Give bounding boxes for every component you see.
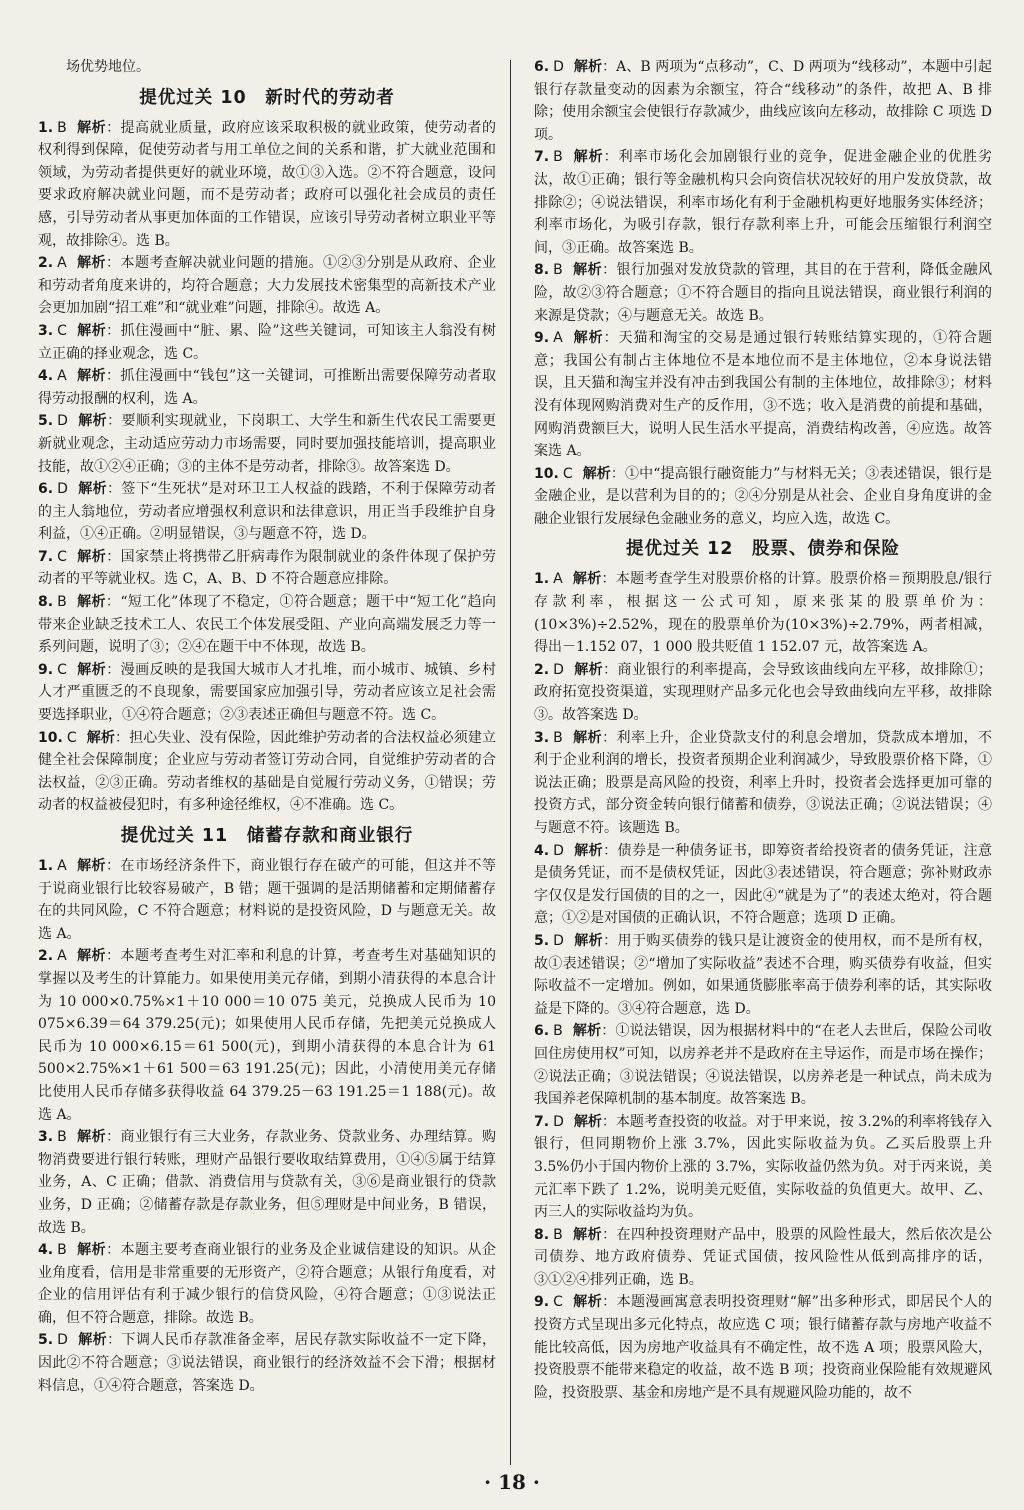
section-heading: 提优过关 10 新时代的劳动者 (139, 87, 395, 108)
answer-choice: B (553, 1226, 563, 1243)
answer-choice: B (57, 1129, 67, 1146)
explanation-text: ：①中“提高银行融资能力”与材料无关；③表述错误，银行是金融企业，是以营利为目的的；②④分别是从社会、企业自身角度讲的金融企业银行发展绿色金融业务的意义，均应入选，故选 C。 (534, 465, 992, 527)
explanation-label: 解析 (77, 1332, 108, 1349)
answer-item (38, 1239, 496, 1329)
question-number: 9. (534, 1294, 550, 1311)
answer-choice: C (553, 1294, 563, 1311)
question-number: 5. (534, 932, 550, 949)
question-number: 9. (534, 330, 550, 347)
answer-choice: B (553, 262, 563, 279)
question-number: 10. (38, 729, 63, 746)
question-number: 9. (38, 661, 54, 678)
answer-choice: A (57, 368, 67, 385)
explanation-label: 解析 (76, 858, 107, 874)
explanation-label: 解析 (572, 262, 603, 279)
answer-choice: B (553, 149, 563, 166)
explanation-text: ：商业银行的利率提高，会导致该曲线向左平移，故排除①；政府拓宽投资渠道，实现理财产品多元化也会导致曲线向左平移，故排除③。故答案选 D。 (534, 661, 993, 724)
explanation-label: 解析 (76, 548, 107, 565)
answer-choice: B (57, 119, 67, 136)
answer-choice: A (553, 330, 563, 347)
explanation-label: 解析 (77, 413, 108, 430)
answer-choice: D (553, 932, 564, 949)
question-number: 3. (38, 1129, 54, 1146)
answer-choice: D (553, 1113, 564, 1130)
explanation-label: 解析 (572, 571, 602, 588)
section-heading: 提优过关 11 储蓄存款和商业银行 (120, 826, 414, 846)
answer-item (534, 1020, 992, 1110)
question-number: 1. (534, 571, 550, 588)
answer-choice: D (57, 1332, 68, 1349)
explanation-text: ：提高就业质量，政府应该采取积极的就业政策，使劳动者的权利得到保障，促使劳动者与用工单位之间的关系和谐，扩大就业范围和领域，为劳动者提供更好的就业环境，故①③入选。②不符合题意，设问要求政府解决就业问题，而不是劳动者；政府可以强化社会成员的责任感，引导劳动者从事更加体面的工作错误，应该引导劳动者树立职业平等观，故排除④。选 B。 (38, 119, 497, 249)
question-number: 10. (534, 465, 559, 482)
answer-item (38, 365, 496, 410)
explanation-label: 解析 (573, 932, 604, 949)
section-heading: 提优过关 12 股票、债券和保险 (626, 539, 900, 560)
explanation-text: ：本题考查解决就业问题的措施。①②③分别是从政府、企业和劳动者角度来讲的，均符合题意；大力发展技术密集型的高新技术产业会更加加剧“招工难”和“就业难”问题，排除④。故选 A。 (38, 255, 497, 317)
answer-choice: C (57, 661, 67, 678)
explanation-label: 解析 (77, 481, 108, 498)
explanation-label: 解析 (572, 1226, 603, 1243)
answer-choice: A (553, 571, 563, 588)
explanation-label: 解析 (572, 729, 603, 746)
question-number: 4. (38, 368, 54, 385)
explanation-label: 解析 (76, 661, 107, 678)
question-number: 1. (38, 858, 54, 874)
explanation-text: ：天猫和淘宝的交易是通过银行转账结算实现的，①符合题意；我国公有制占主体地位不是本地位而不是主体地位，②本身说法错误，且天猫和淘宝并没有冲击到我国公有制的主体地位，故排除③；材料没有体现网购消费对生产的反作用，③不选；收入是消费的前提和基础，网购消费额巨大，说明人民生活水平提高，消费结构改善，④应选。故答案选 A。 (534, 330, 993, 460)
explanation-label: 解析 (582, 465, 611, 482)
answer-item (38, 410, 496, 478)
explanation-text: ：本题考查投资的收益。对于甲来说，按 3.2%的利率将钱存入银行，但同期物价上涨 3.7%，因此实际收益为负。乙买后股票上升 3.5%仍小于国内物价上涨的 3.7%，实际收益仍然为负。对于丙来说，美元汇率下跌了 1.2%，说明美元贬值，实际收益的负值更大。故甲、乙、丙三人的实际收益均为负。 (534, 1113, 992, 1221)
explanation-label: 解析 (573, 842, 604, 859)
explanation-label: 解析 (573, 1113, 602, 1130)
answer-item (38, 855, 496, 945)
explanation-label: 解析 (572, 1023, 602, 1040)
explanation-text: ：利率市场化会加剧银行业的竞争，促进金融企业的优胜劣汰，故①正确；银行等金融机构只会向资信状况较好的用户发放贷款，故排除②；④说法错误，利率市场化有利于金融机构更好地服务实体经济；利率市场化，为吸引存款，银行存款利率上升，可能会压缩银行利润空间，③正确。故答案选 B。 (534, 149, 993, 256)
answer-choice: C (57, 322, 67, 339)
explanation-label: 解析 (76, 594, 106, 611)
answer-choice: D (57, 413, 68, 430)
answer-item (534, 930, 992, 1020)
explanation-label: 解析 (572, 330, 604, 347)
answer-choice: C (57, 548, 67, 565)
answer-item (38, 252, 496, 320)
explanation-label: 解析 (76, 368, 106, 385)
question-number: 6. (38, 481, 54, 498)
answer-item (38, 478, 496, 546)
answer-choice: B (553, 1023, 563, 1040)
explanation-label: 解析 (572, 1294, 603, 1311)
answer-item (38, 117, 496, 253)
answer-item (534, 146, 992, 259)
answer-item (534, 1291, 992, 1404)
answer-item (534, 259, 992, 327)
answer-item (38, 546, 496, 591)
question-number: 8. (534, 262, 550, 279)
answer-choice: D (57, 481, 68, 498)
answer-choice: D (553, 59, 564, 75)
explanation-text: ：本题主要考查商业银行的业务及企业诚信建设的知识。从企业角度看，信用是非常重要的无形资产，②符合题意；从银行角度看，对企业的信用评估有利于减少银行的信贷风险，④符合题意；①③说法正确，但不符合题意，排除。故选 B。 (38, 1242, 497, 1326)
explanation-text: ：本题考查考生对汇率和利息的计算，考查考生对基础知识的掌握以及考生的计算能力。如果使用美元存储，到期小清获得的本息合计为 10 000×0.75%×1＋10 000＝10 075 美元，兑换成人民币为 10 075×6.39＝64 379.25(元)；如果使用人民币存储，先把美元兑换成人民币为 10 000×6.15＝61 500(元)，到期小清获得的本息合计为 61 500×2.75%×1＋61 500＝63 191.25(元)；因此，小清使用美元存储比使用人民币存储多获得收益 64 379.25－63 191.25＝1 188(元)。故选 A。 (38, 948, 497, 1123)
explanation-text: ：用于购买债券的钱只是让渡资金的使用权，而不是所有权，故①表述错误；②“增加了实际收益”表述不合理，购买债券有收益，但实际收益不一定增加。例如，如果通货膨胀率高于债券利率的话，其实际收益是下降的。③④符合题意，选 D。 (534, 932, 993, 1017)
question-number: 3. (38, 322, 54, 339)
question-number: 8. (38, 594, 54, 611)
column-divider (510, 60, 511, 1465)
answer-choice: B (57, 594, 67, 611)
question-number: 2. (38, 948, 54, 965)
question-number: 6. (534, 1023, 550, 1040)
explanation-label: 解析 (76, 255, 107, 272)
question-number: 4. (38, 1242, 54, 1259)
answer-item (38, 945, 496, 1126)
answer-item (534, 659, 992, 727)
explanation-text: ：债券是一种债务证书，即筹资者给投资者的债务凭证，注意是债务凭证，而不是债权凭证，因此③表述错误，符合题意；弥补财政赤字仅仅是发行国债的目的之一，因此④“就是为了”的表述太绝对，符合题意；①②是对国债的正确认识，不符合题意；选项 D 正确。 (534, 842, 993, 927)
answer-item (534, 1224, 992, 1292)
answer-choice: D (553, 661, 564, 678)
explanation-text: ：银行加强对发放贷款的管理，其目的在于营利，降低金融风险，故②③符合题意；①不符合题目的指向且说法错误，商业银行利润的来源是贷款；④与题意无关。故选 B。 (534, 262, 993, 324)
answer-item (534, 840, 992, 930)
explanation-text: ：商业银行有三大业务，存款业务、贷款业务、办理结算。购物消费要进行银行转账，理财产品银行要收取结算费用，①④⑤属于结算业务，A、C 正确；借款、消费信用与贷款有关，③⑥是商业银行的贷款业务，D 正确；②储蓄存款是存款业务，但⑤理财是中间业务，B 错误，故选 B。 (38, 1129, 497, 1236)
answer-item (534, 327, 992, 463)
explanation-text: ：“短工化”体现了不稳定，①符合题意；题干中“短工化”趋向带来企业缺乏技术工人、农民工个体发展受阻、产业向高端发展乏力等一系列问题，说明了③；②④在题干中不体现，故选 B。 (38, 594, 496, 656)
question-number: 7. (38, 548, 54, 565)
answer-choice: B (553, 729, 563, 746)
question-number: 6. (534, 59, 550, 75)
answer-item (534, 463, 992, 531)
answer-item (534, 727, 992, 840)
explanation-text: ：漫画反映的是我国大城市人才扎堆，而小城市、城镇、乡村人才严重匮乏的不良现象，需要国家应加强引导，劳动者应该立足社会需要选择职业，①④符合题意；②③表述正确但与题意不符。选 C。 (38, 661, 497, 724)
explanation-text: ：利率上升，企业贷款支付的利息会增加，贷款成本增加，不利于企业利润的增长，投资者预期企业利润减少，导致股票价格下降，①说法正确；股票是高风险的投资，利率上升时，投资者会选择更加可靠的投资方式，部分资金转向银行储蓄和债券，③说法正确；②说法错误；④与题意不符。该题选 B。 (534, 729, 993, 836)
answer-item (38, 1329, 496, 1397)
explanation-label: 解析 (573, 59, 603, 75)
answer-item (534, 1111, 992, 1224)
page-number: · 18 · (484, 1470, 540, 1494)
question-number: 2. (534, 661, 550, 678)
answer-item (38, 1126, 496, 1239)
continuation-text: 场优势地位。 (66, 59, 150, 75)
explanation-text: ：在四种投资理财产品中，股票的风险性最大，然后依次是公司债券、地方政府债券、凭证式国债，按风险性从低到高排序的话，③①②④排列正确，选 B。 (534, 1226, 993, 1288)
explanation-label: 解析 (76, 1129, 107, 1146)
explanation-text: ：抓住漫画中“钱包”这一关键词，可推断出需要保障劳动者取得劳动报酬的权利，选 A。 (38, 368, 496, 407)
answer-item (38, 727, 496, 817)
answer-item (38, 320, 496, 365)
explanation-label: 解析 (76, 948, 107, 965)
explanation-label: 解析 (572, 149, 604, 166)
explanation-text: ：抓住漫画中“脏、累、险”这些关键词，可知该主人翁没有树立正确的择业观念，选 C。 (38, 322, 496, 362)
question-number: 5. (38, 413, 54, 430)
answer-choice: C (562, 465, 573, 482)
answer-item (534, 56, 992, 146)
question-number: 4. (534, 842, 550, 859)
explanation-label: 解析 (573, 661, 604, 678)
explanation-text: ：担心失业、没有保险，因此维护劳动者的合法权益必须建立健全社会保障制度；企业应与劳动者签订劳动合同，自觉维护劳动者的合法权益，②③正确。劳动者维权的基础是自觉履行劳动义务，①错误；劳动者的权益被侵犯时，有多种途径维权，④不准确。选 C。 (38, 729, 497, 814)
question-number: 2. (38, 255, 54, 272)
explanation-text: ：国家禁止将携带乙肝病毒作为限制就业的条件体现了保护劳动者的平等就业权。选 C，A、B、D 不符合题意应排除。 (38, 548, 497, 588)
explanation-text: ：下调人民币存款准备金率，居民存款实际收益不一定下降，因此②不符合题意；③说法错误，商业银行的经济效益不会下滑；根据材料信息，①④符合题意，答案选 D。 (38, 1332, 497, 1394)
question-number: 7. (534, 149, 550, 166)
answer-choice: D (553, 842, 564, 859)
answer-item (38, 591, 496, 659)
explanation-text: ：在市场经济条件下，商业银行存在破产的可能，但这并不等于说商业银行比较容易破产，B 错；题干强调的是活期储蓄和定期储蓄存在的共同风险，C 不符合题意；材料说的是投资风险，D 与题意无关。故选 A。 (38, 858, 497, 942)
question-number: 1. (38, 119, 54, 136)
explanation-label: 解析 (86, 729, 115, 746)
left-column (38, 56, 496, 1397)
explanation-text: ：要顺利实现就业，下岗职工、大学生和新生代农民工需要更新就业观念，主动适应劳动力市场需要，同时要加强技能培训，提高职业技能，故①②④正确；③的主体不是劳动者，排除③。故答案选 D。 (38, 413, 497, 475)
question-number: 3. (534, 729, 550, 746)
explanation-text: ：①说法错误，因为根据材料中的“在老人去世后，保险公司收回住房使用权”可知，以房养老并不是政府在主导运作，而是市场在操作；②说法正确；③说法错误；④说法错误，以房养老是一种试点，尚未成为我国养老保障机制的基本制度。故答案选 B。 (534, 1023, 993, 1108)
explanation-text: ：A、B 两项为“点移动”，C、D 两项为“线移动”，本题中引起银行存款量变动的因素为余额宝，符合“线移动”的条件，故把 A、B 排除；使用余额宝会使银行存款减少，曲线应该向左移动，故排除 C 项选 D 项。 (534, 59, 992, 143)
answer-item (38, 659, 496, 727)
answer-choice: C (66, 729, 77, 746)
explanation-text: ：本题漫画寓意表明投资理财“解”出多种形式，即居民个人的投资方式呈现出多元化特点，故应选 C 项；银行储蓄存款与房地产收益不能比较高低，因为房地产收益具有不确定性，故不选 A 项；股票风险大，投资股票不能带来稳定的收益，故不选 B 项；投资商业保险能有效规避风险，投资股票、基金和房地产是不具有规避风险功能的，故不 (534, 1294, 992, 1401)
answer-choice: B (57, 1242, 67, 1259)
explanation-label: 解析 (76, 119, 107, 136)
question-number: 5. (38, 1332, 54, 1349)
question-number: 7. (534, 1113, 550, 1130)
answer-choice: A (57, 858, 67, 874)
answer-choice: A (57, 255, 67, 272)
right-column (534, 56, 992, 1404)
explanation-text: ：签下“生死状”是对环卫工人权益的践踏，不利于保障劳动者的主人翁地位，劳动者应增强权利意识和法律意识，用正当手段维护自身利益，①④正确。②明显错误，③与题意不符，选 D。 (38, 481, 496, 543)
explanation-text: ：本题考查学生对股票价格的计算。股票价格＝预期股息/银行存款利率，根据这一公式可知，原来张某的股票单价为：(10×3%)÷2.52%，现在的股票单价为(10×3%)÷2.79%，两者相减，得出－1.152 07，1 000 股共贬值 1 152.07 元，故答案选 A。 (534, 571, 993, 656)
answer-item (534, 568, 992, 658)
explanation-label: 解析 (76, 1242, 107, 1259)
answer-choice: A (57, 948, 67, 965)
explanation-label: 解析 (76, 322, 107, 339)
question-number: 8. (534, 1226, 550, 1243)
